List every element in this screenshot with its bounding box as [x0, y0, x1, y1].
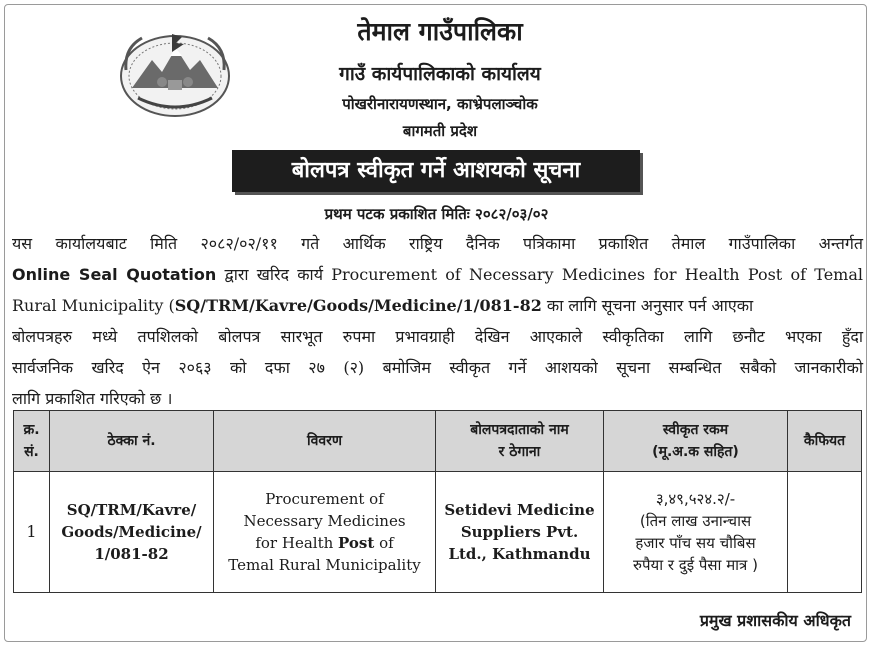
body-line-5: सार्वजनिक खरिद ऐन २०६३ को दफा २७ (२) बमोजिम स्वीकृत गर्ने आशयको सूचना सम्बन्धित सबैको जानकारीको — [12, 358, 863, 377]
cell-serial: 1 — [14, 472, 50, 593]
amount-words-line-1: (तिन लाख उनान्चास — [639, 512, 752, 530]
quotation-method: Online Seal Quotation — [12, 265, 217, 284]
body-line-6: लागि प्रकाशित गरिएको छ । — [12, 389, 173, 408]
desc-line-1: Procurement of — [265, 490, 384, 508]
header-description: विवरण — [214, 411, 436, 472]
header-serial — [14, 411, 50, 472]
notice-title: बोलपत्र स्वीकृत गर्ने आशयको सूचना — [232, 150, 640, 192]
contract-reference: SQ/TRM/Kavre/Goods/Medicine/1/081-82 — [174, 296, 542, 315]
office-address: पोखरीनारायणस्थान, काभ्रेपलाञ्चोक — [342, 95, 538, 113]
amount-figure: ३,४९,५२४.२/- — [655, 490, 736, 508]
contract-no-line-3: 1/081-82 — [94, 545, 169, 563]
header-serial-line-1: क्र. — [23, 422, 40, 438]
award-table — [13, 410, 862, 593]
body-line-3-post: का लागि सूचना अनुसार पर्न आएका — [541, 296, 754, 315]
header-serial-line-2: सं. — [24, 444, 39, 460]
desc-line-4: Temal Rural Municipality — [228, 556, 421, 574]
cell-description — [214, 472, 436, 593]
body-line-1: यस कार्यालयबाट मिति २०८२/०२/११ गते आर्थिक राष्ट्रिय दैनिक पत्रिकामा प्रकाशित तेमाल गाउँपालिका अन्तर्गत — [12, 234, 863, 253]
header-amount-line-2: (मू.अ.क सहित) — [652, 444, 739, 460]
cell-bidder — [436, 472, 604, 593]
header-bidder-line-1: बोलपत्रदाताको नाम — [470, 422, 569, 438]
bidder-line-3: Ltd., Kathmandu — [448, 545, 591, 563]
header-contract-no: ठेक्का नं. — [50, 411, 214, 472]
table-header-row — [14, 411, 862, 472]
contract-no-line-1: SQ/TRM/Kavre/ — [66, 501, 197, 519]
body-line-3-pre: Rural Municipality ( — [12, 296, 175, 315]
body-line-4: बोलपत्रहरु मध्ये तपशिलको बोलपत्र सारभूत रुपमा प्रभावग्राही देखिन आएकाले स्वीकृतिका लागि छनौट भएका हुँदा — [12, 327, 863, 346]
header-remarks: कैफियत — [788, 411, 862, 472]
header-amount-line-1: स्वीकृत रकम — [662, 422, 729, 438]
municipality-name: तेमाल गाउँपालिका — [357, 17, 523, 46]
signatory-title: प्रमुख प्रशासकीय अधिकृत — [699, 611, 851, 630]
office-name: गाउँ कार्यपालिकाको कार्यालय — [339, 63, 541, 85]
table-row — [14, 472, 862, 593]
cell-amount — [604, 472, 788, 593]
amount-words-line-3: रुपैया र दुई पैसा मात्र ) — [633, 556, 758, 574]
body-line-3 — [12, 294, 863, 316]
bidder-line-2: Suppliers Pvt. — [460, 523, 579, 541]
body-line-2-text: द्वारा खरिद कार्य Procurement of Necessary Medicines for Health Post of Temal — [216, 265, 863, 284]
cell-contract-no — [50, 472, 214, 593]
header-bidder-line-2: र ठेगाना — [498, 444, 541, 460]
desc-line-3a: for Health — [255, 534, 339, 552]
bidder-line-1: Setidevi Medicine — [444, 501, 595, 519]
desc-line-3b: Post — [338, 534, 375, 552]
desc-line-3c: of — [374, 534, 394, 552]
contract-no-line-2: Goods/Medicine/ — [61, 523, 202, 541]
province-name: बागमती प्रदेश — [402, 122, 478, 140]
body-line-2 — [12, 263, 863, 285]
publish-date: प्रथम पटक प्रकाशित मितिः २०८२/०३/०२ — [324, 205, 549, 223]
cell-remarks — [788, 472, 862, 593]
amount-words-line-2: हजार पाँच सय चौबिस — [635, 534, 756, 552]
header-bidder — [436, 411, 604, 472]
desc-line-2: Necessary Medicines — [243, 512, 406, 530]
header-amount — [604, 411, 788, 472]
